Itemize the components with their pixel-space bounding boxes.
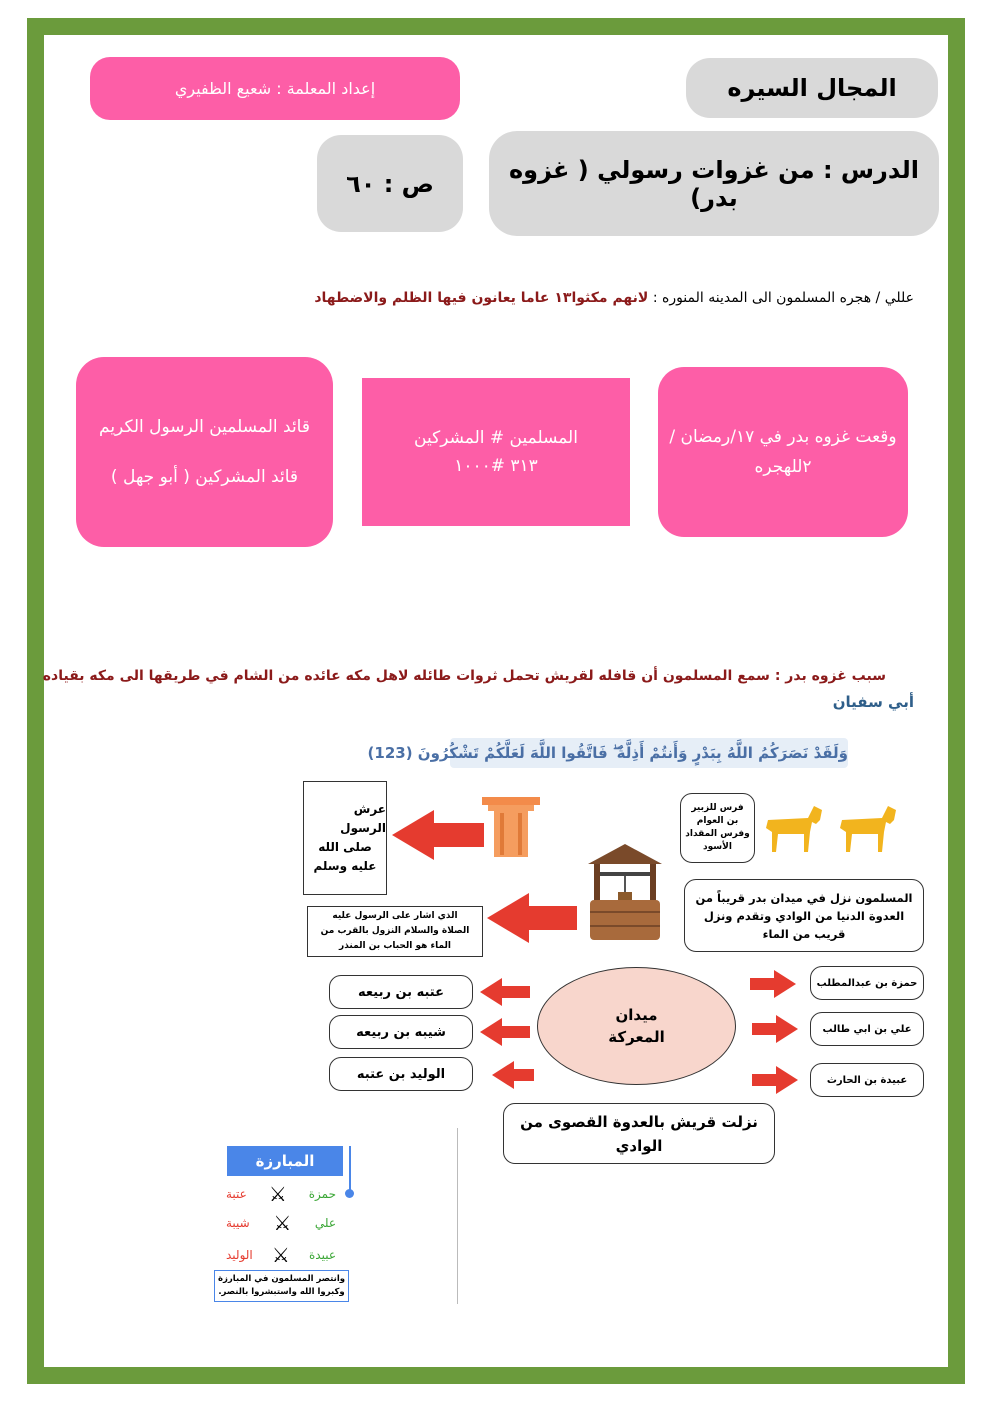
duel-title-text: المبارزة — [255, 1152, 315, 1170]
arrow-to-arsh — [392, 810, 484, 860]
verse — [367, 738, 848, 768]
muslim-fighter-name: حمزة بن عبدالمطلب — [816, 977, 918, 989]
muslims-camp-box — [684, 879, 924, 952]
arrow-right-icon — [750, 970, 796, 998]
muslim-fighter — [810, 1063, 924, 1097]
muslim-fighter-name: علي بن ابي طالب — [822, 1023, 912, 1035]
battlefield-line: المعركة — [608, 1028, 665, 1046]
crossed-swords-icon: ⚔ — [273, 1211, 292, 1235]
count-line-1: المسلمين # المشركين — [414, 428, 578, 448]
duel-note-line: وانتصر المسلمون في المبارزة — [217, 1274, 346, 1284]
leader-line-2: قائد المشركين ( أبو جهل ) — [110, 467, 299, 487]
well-icon — [584, 842, 666, 942]
reason-label: عللي / هجره المسلمون الى المدينه المنوره : — [652, 290, 914, 306]
lesson-box — [489, 131, 939, 236]
arrow-left-icon — [480, 1018, 530, 1046]
duel-title — [227, 1146, 343, 1176]
count-card — [362, 378, 630, 526]
duel-row — [226, 1211, 336, 1235]
arrow-right-icon — [752, 1066, 798, 1094]
quraysh-fighter — [329, 1057, 473, 1091]
divider — [457, 1128, 458, 1304]
duel-title-dot — [345, 1189, 354, 1198]
quraysh-fighter — [329, 1015, 473, 1049]
advisor-line: الماء هو الحباب بن المنذر — [339, 941, 451, 951]
duel-enemy: عتبة — [226, 1187, 247, 1201]
duel-row — [226, 1182, 336, 1206]
crossed-swords-icon: ⚔ — [268, 1182, 287, 1206]
advisor-line: الذي اشار على الرسول عليه — [332, 911, 458, 921]
horses-line: وفرس المقداد — [685, 829, 750, 839]
horses-line: فرس للزبير — [691, 803, 744, 813]
quraysh-fighter — [329, 975, 473, 1009]
arrow-left-icon — [492, 1061, 534, 1089]
quraysh-fighter-name: عتبه بن ربيعه — [358, 984, 444, 1000]
cause-sentence: سبب غزوه بدر : سمع المسلمون أن قافله لقريش تحمل ثروات طائله لاهل مكه عائده من الشام في طريقها الى مكه بقياده — [42, 668, 886, 684]
battlefield-line: ميدان — [615, 1006, 658, 1024]
duel-enemy: شيبة — [226, 1216, 250, 1230]
advisor-line: الصلاة والسلام النزول بالقرب من — [320, 926, 470, 936]
arrow-right-icon — [752, 1015, 798, 1043]
duel-row — [226, 1243, 336, 1267]
subject-text: المجال السيره — [727, 74, 897, 102]
camp-line: العدوة الدنيا من الوادي وتقدم ونزل — [703, 908, 905, 923]
muslim-fighter — [810, 1012, 924, 1046]
reason-line — [180, 290, 914, 306]
page-number-box — [317, 135, 463, 232]
count-line-2: ٣١٣ #١٠٠٠ — [454, 456, 538, 476]
reason-answer: لانهم مكثوا١٣ عاما يعانون فيها الظلم والاضطهاد — [314, 290, 649, 306]
column-icon — [480, 795, 542, 859]
quraysh-camp-line: نزلت قريش بالعدوة القصوى من — [520, 1112, 758, 1131]
crossed-swords-icon: ⚔ — [271, 1243, 290, 1267]
camp-line: قريب من الماء — [762, 926, 846, 941]
quraysh-fighter-name: الوليد بن عتبه — [356, 1066, 446, 1082]
arsh-line: صلى الله — [318, 840, 372, 854]
page-number: ص : ٦٠ — [346, 169, 434, 198]
verse-text: وَلَقَدْ نَصَرَكُمُ اللَّهُ بِبَدْرٍ وَأَنتُمْ أَذِلَّةٌ ۖ فَاتَّقُوا اللَّهَ لَعَلَّكُمْ تَشْكُرُونَ (123) — [367, 744, 848, 762]
date-line-2: ٢للهجره — [754, 457, 812, 477]
muslim-fighter-name: عبيدة بن الحارث — [826, 1074, 908, 1086]
quraysh-camp-line: الوادي — [615, 1136, 663, 1155]
camp-line: المسلمون نزل في ميدان بدر قريباً من — [695, 890, 913, 905]
duel-note — [214, 1270, 349, 1302]
leader-card — [76, 357, 333, 547]
arrow-to-advisor — [487, 893, 577, 943]
arsh-line: عرش الرسول — [340, 802, 386, 835]
lesson-title: الدرس : من غزوات رسولي ( غزوه بدر) — [509, 155, 919, 212]
duel-enemy: الوليد — [226, 1248, 253, 1262]
teacher-text: إعداد المعلمة : شعيع الظفيري — [174, 79, 376, 98]
horses-illustration — [762, 798, 902, 858]
cause-leader — [700, 693, 914, 711]
horses-box — [680, 793, 755, 863]
arsh-box — [303, 781, 387, 895]
duel-muslim: عبيدة — [308, 1248, 336, 1262]
arsh-line: عليه وسلم — [313, 859, 377, 873]
date-line-1: وقعت غزوه بدر في ١٧/رمضان / — [669, 427, 897, 447]
duel-title-line — [349, 1146, 351, 1194]
duel-muslim: حمزة — [308, 1187, 336, 1201]
horses-line: بن العوام — [696, 816, 739, 826]
advisor-box — [307, 906, 483, 957]
horses-line: الأسود — [703, 842, 732, 852]
horse-icon — [766, 806, 822, 852]
arrow-left-icon — [480, 978, 530, 1006]
subject-box — [686, 58, 938, 118]
duel-note-line: وكبروا الله واستبشروا بالنصر. — [218, 1287, 345, 1297]
cause-leader-text: أبي سفيان — [832, 693, 914, 711]
cause-text — [42, 668, 886, 684]
horse-icon — [840, 806, 896, 852]
battlefield-ellipse — [537, 967, 736, 1085]
muslim-fighter — [810, 966, 924, 1000]
quraysh-camp-box — [503, 1103, 775, 1164]
quraysh-fighter-name: شيبه بن ربيعه — [356, 1024, 446, 1040]
date-card — [658, 367, 908, 537]
leader-line-1: قائد المسلمين الرسول الكريم — [99, 417, 310, 437]
duel-muslim: علي — [314, 1216, 336, 1230]
teacher-box — [90, 57, 460, 120]
